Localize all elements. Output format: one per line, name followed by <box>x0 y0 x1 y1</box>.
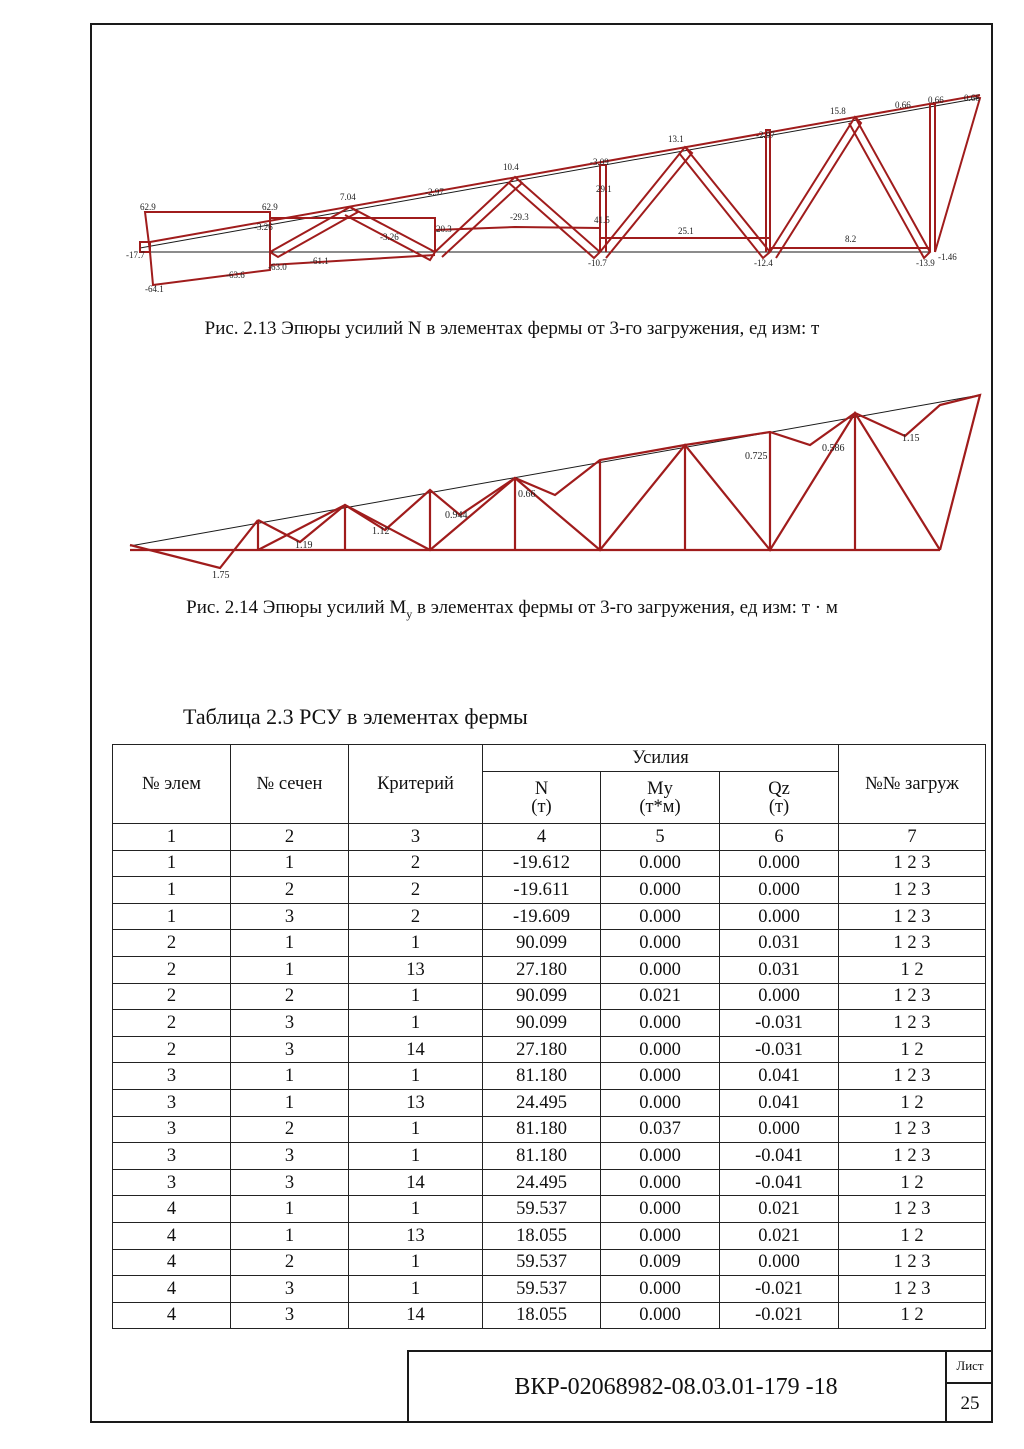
table-cell: 0.000 <box>601 1063 720 1090</box>
header-elem: № элем <box>113 745 231 824</box>
table-cell: 0.031 <box>720 956 839 983</box>
table-cell: 24.495 <box>483 1169 601 1196</box>
table-cell: 27.180 <box>483 956 601 983</box>
table-cell: 81.180 <box>483 1063 601 1090</box>
table-cell: 1 2 3 <box>839 1116 986 1143</box>
table-row <box>113 1143 986 1170</box>
my-label: 1.19 <box>295 540 313 551</box>
sheet-box <box>945 1352 993 1423</box>
table-cell: 1 2 <box>839 956 986 983</box>
n-force-diagram <box>140 95 980 285</box>
table-cell: 0.021 <box>720 1222 839 1249</box>
table-row <box>113 983 986 1010</box>
column-number-row: 1 2 3 4 5 6 7 <box>113 824 986 851</box>
table-cell: -19.612 <box>483 850 601 877</box>
my-label: 0.586 <box>822 443 845 454</box>
n-label: -1.46 <box>938 252 957 262</box>
my-label: 0.944 <box>445 510 468 521</box>
table-cell: 0.000 <box>720 850 839 877</box>
table-cell: 0.000 <box>601 1302 720 1329</box>
table-cell: 2 <box>349 903 483 930</box>
table-cell: 1 2 <box>839 1036 986 1063</box>
table-cell: 1 2 3 <box>839 983 986 1010</box>
table-cell: 1 <box>349 1249 483 1276</box>
n-label: -2.97 <box>756 130 775 140</box>
table-cell: 1 <box>349 1196 483 1223</box>
n-label: -3.09 <box>590 157 609 167</box>
table-row <box>113 1222 986 1249</box>
table-cell: 81.180 <box>483 1143 601 1170</box>
table-cell: 59.537 <box>483 1249 601 1276</box>
table-row <box>113 1010 986 1037</box>
table-cell: 2 <box>231 983 349 1010</box>
table-row <box>113 1089 986 1116</box>
table-cell: 27.180 <box>483 1036 601 1063</box>
table-cell: 2 <box>113 983 231 1010</box>
table-cell: 0.000 <box>601 1089 720 1116</box>
table-cell: 1 <box>231 1222 349 1249</box>
table-cell: 3 <box>113 1143 231 1170</box>
table-cell: 0.000 <box>601 850 720 877</box>
table-cell: 18.055 <box>483 1302 601 1329</box>
table-cell: 0.000 <box>601 1036 720 1063</box>
table-cell: 3 <box>231 903 349 930</box>
table-cell: -0.041 <box>720 1169 839 1196</box>
table-cell: 1 2 3 <box>839 877 986 904</box>
table-cell: 1 <box>349 1063 483 1090</box>
rsu-table <box>112 744 986 1329</box>
table-cell: 1 <box>349 1010 483 1037</box>
table-cell: 0.000 <box>601 877 720 904</box>
table-cell: 0.000 <box>601 1143 720 1170</box>
table-cell: 90.099 <box>483 930 601 957</box>
n-label: 0.66 <box>964 93 980 103</box>
table-cell: 0.000 <box>601 1222 720 1249</box>
table-cell: 18.055 <box>483 1222 601 1249</box>
table-cell: 1 <box>349 1116 483 1143</box>
header-section: № сечен <box>231 745 349 824</box>
table-cell: -0.021 <box>720 1276 839 1303</box>
table-cell: 4 <box>113 1196 231 1223</box>
my-moment-diagram <box>130 395 980 568</box>
table-cell: 3 <box>113 1063 231 1090</box>
table-cell: 1 2 3 <box>839 850 986 877</box>
table-row <box>113 1169 986 1196</box>
my-label: 1.12 <box>372 526 390 537</box>
my-label: 0.66 <box>518 489 536 500</box>
n-label: 20.3 <box>436 224 452 234</box>
table-cell: 13 <box>349 1222 483 1249</box>
table-row <box>113 1302 986 1329</box>
table-cell: 2 <box>231 877 349 904</box>
my-label: 0.725 <box>745 451 768 462</box>
n-label: 8.2 <box>845 234 857 244</box>
table-cell: 81.180 <box>483 1116 601 1143</box>
table-cell: 1 <box>113 877 231 904</box>
table-cell: 0.000 <box>601 956 720 983</box>
table-cell: 4 <box>113 1249 231 1276</box>
table-cell: 0.000 <box>601 903 720 930</box>
table-cell: -0.041 <box>720 1143 839 1170</box>
n-label: -17.7 <box>126 250 145 260</box>
table-cell: 0.041 <box>720 1063 839 1090</box>
table-cell: 0.000 <box>601 1169 720 1196</box>
table-cell: 2 <box>113 930 231 957</box>
n-label: -13.9 <box>916 258 935 268</box>
table-cell: 13 <box>349 956 483 983</box>
table-cell: 0.000 <box>720 983 839 1010</box>
caption-text: Рис. 2.14 Эпюры усилий M <box>186 597 407 618</box>
table-cell: 0.009 <box>601 1249 720 1276</box>
table-cell: 0.000 <box>601 1196 720 1223</box>
n-label: 0.66 <box>895 100 911 110</box>
table-row <box>113 956 986 983</box>
caption-text-rest: в элементах фермы от 3-го загружения, ед изм: т · м <box>412 597 838 618</box>
n-label: -64.1 <box>145 284 164 294</box>
table-cell: 3 <box>231 1036 349 1063</box>
n-label: 7.04 <box>340 192 356 202</box>
caption-subscript: y <box>406 606 413 621</box>
n-label: 62.9 <box>262 202 278 212</box>
table-cell: 1 <box>113 850 231 877</box>
table-cell: 3 <box>231 1143 349 1170</box>
table-cell: 0.000 <box>720 903 839 930</box>
table-cell: -0.021 <box>720 1302 839 1329</box>
table-row <box>113 1196 986 1223</box>
table-row <box>113 850 986 877</box>
table-cell: 3 <box>113 1089 231 1116</box>
table-cell: 1 2 3 <box>839 1196 986 1223</box>
table-cell: 1 <box>231 1063 349 1090</box>
table-cell: 3 <box>231 1302 349 1329</box>
table-cell: 3 <box>231 1276 349 1303</box>
table-cell: 0.021 <box>720 1196 839 1223</box>
header-criterion: Критерий <box>349 745 483 824</box>
table-cell: 2 <box>113 956 231 983</box>
table-cell: 59.537 <box>483 1196 601 1223</box>
n-label: -61.1 <box>310 256 329 266</box>
table-cell: 1 <box>349 1143 483 1170</box>
table-cell: 1 <box>231 956 349 983</box>
table-cell: 14 <box>349 1169 483 1196</box>
table-cell: 14 <box>349 1036 483 1063</box>
n-label: -12.4 <box>754 258 773 268</box>
table-row <box>113 1116 986 1143</box>
n-label: 62.9 <box>140 202 156 212</box>
table-cell: 1 2 3 <box>839 930 986 957</box>
table-cell: 24.495 <box>483 1089 601 1116</box>
n-label: 15.8 <box>830 106 846 116</box>
n-label: -3.26 <box>380 232 399 242</box>
table-cell: -19.609 <box>483 903 601 930</box>
table-cell: 0.000 <box>720 877 839 904</box>
figure-2-14-caption <box>0 597 1024 622</box>
table-row <box>113 1249 986 1276</box>
table-cell: 0.000 <box>601 1276 720 1303</box>
table-cell: 0.000 <box>720 1249 839 1276</box>
table-cell: 2 <box>113 1036 231 1063</box>
table-row <box>113 877 986 904</box>
table-cell: -0.031 <box>720 1010 839 1037</box>
my-diagram-labels <box>212 433 920 581</box>
title-block <box>407 1350 993 1423</box>
n-label: -63.6 <box>226 270 245 280</box>
truss-n-diagram <box>0 80 1024 320</box>
document-code: ВКР-02068982-08.03.01-179 -18 <box>514 1374 838 1400</box>
table-cell: 1 <box>113 903 231 930</box>
table-cell: 1 2 3 <box>839 1143 986 1170</box>
table-cell: 1 2 3 <box>839 1010 986 1037</box>
n-label: -29.3 <box>510 212 529 222</box>
table-cell: 59.537 <box>483 1276 601 1303</box>
table-cell: 0.021 <box>601 983 720 1010</box>
table-row <box>113 930 986 957</box>
table-cell: 2 <box>349 850 483 877</box>
n-label: 29.1 <box>596 184 612 194</box>
table-cell: 0.000 <box>601 1010 720 1037</box>
table-cell: 13 <box>349 1089 483 1116</box>
table-row <box>113 1276 986 1303</box>
table-cell: 2 <box>231 1249 349 1276</box>
table-row <box>113 1036 986 1063</box>
n-label: -10.7 <box>588 258 607 268</box>
table-cell: 4 <box>113 1276 231 1303</box>
table-cell: 3 <box>231 1169 349 1196</box>
table-cell: 90.099 <box>483 983 601 1010</box>
n-label: 25.1 <box>678 226 694 236</box>
table-cell: 0.031 <box>720 930 839 957</box>
figure-2-13-caption: Рис. 2.13 Эпюры усилий N в элементах фермы от 3-го загружения, ед изм: т <box>204 318 820 339</box>
table-cell: 2 <box>349 877 483 904</box>
table-cell: 90.099 <box>483 1010 601 1037</box>
table-cell: 2 <box>113 1010 231 1037</box>
table-cell: 1 <box>231 850 349 877</box>
table-cell: 1 <box>349 983 483 1010</box>
n-label: -3.26 <box>254 222 273 232</box>
n-label: -63.0 <box>268 262 287 272</box>
table-cell: 1 2 3 <box>839 1276 986 1303</box>
table-cell: 1 <box>349 930 483 957</box>
n-label: 13.1 <box>668 134 684 144</box>
sheet-label: Лист <box>956 1358 984 1373</box>
table-cell: 0.000 <box>601 930 720 957</box>
table-row <box>113 1063 986 1090</box>
my-label: 1.15 <box>902 433 920 444</box>
table-cell: 0.041 <box>720 1089 839 1116</box>
header-qz: Qz (т) <box>720 772 839 824</box>
table-cell: 1 <box>231 1196 349 1223</box>
table-cell: 1 2 <box>839 1222 986 1249</box>
table-cell: 1 2 <box>839 1089 986 1116</box>
table-cell: 0.037 <box>601 1116 720 1143</box>
table-cell: 4 <box>113 1222 231 1249</box>
table-cell: 1 2 <box>839 1302 986 1329</box>
table-cell: 1 <box>349 1276 483 1303</box>
table-cell: -19.611 <box>483 877 601 904</box>
header-n: N (т) <box>483 772 601 824</box>
table-cell: 1 2 3 <box>839 1063 986 1090</box>
table-cell: -0.031 <box>720 1036 839 1063</box>
table-row <box>113 903 986 930</box>
table-cell: 1 2 3 <box>839 903 986 930</box>
sheet-number: 25 <box>947 1382 993 1423</box>
n-label: 0.66 <box>928 95 944 105</box>
table-cell: 3 <box>231 1010 349 1037</box>
table-cell: 3 <box>113 1116 231 1143</box>
table-cell: 2 <box>231 1116 349 1143</box>
table-cell: 1 <box>231 930 349 957</box>
n-label: -2.97 <box>425 187 444 197</box>
table-title: Таблица 2.3 РСУ в элементах фермы <box>183 704 528 729</box>
table-cell: 0.000 <box>720 1116 839 1143</box>
truss-my-diagram <box>0 385 1024 585</box>
n-label: 10.4 <box>503 162 519 172</box>
table-cell: 1 2 3 <box>839 1249 986 1276</box>
n-label: 41.5 <box>594 215 610 225</box>
my-label: 1.75 <box>212 570 230 581</box>
table-cell: 3 <box>113 1169 231 1196</box>
header-my: My (т*м) <box>601 772 720 824</box>
header-loadings: №№ загруж <box>839 745 986 824</box>
table-cell: 1 <box>231 1089 349 1116</box>
header-forces: Усилия <box>483 745 839 772</box>
table-cell: 1 2 <box>839 1169 986 1196</box>
table-cell: 4 <box>113 1302 231 1329</box>
table-cell: 14 <box>349 1302 483 1329</box>
